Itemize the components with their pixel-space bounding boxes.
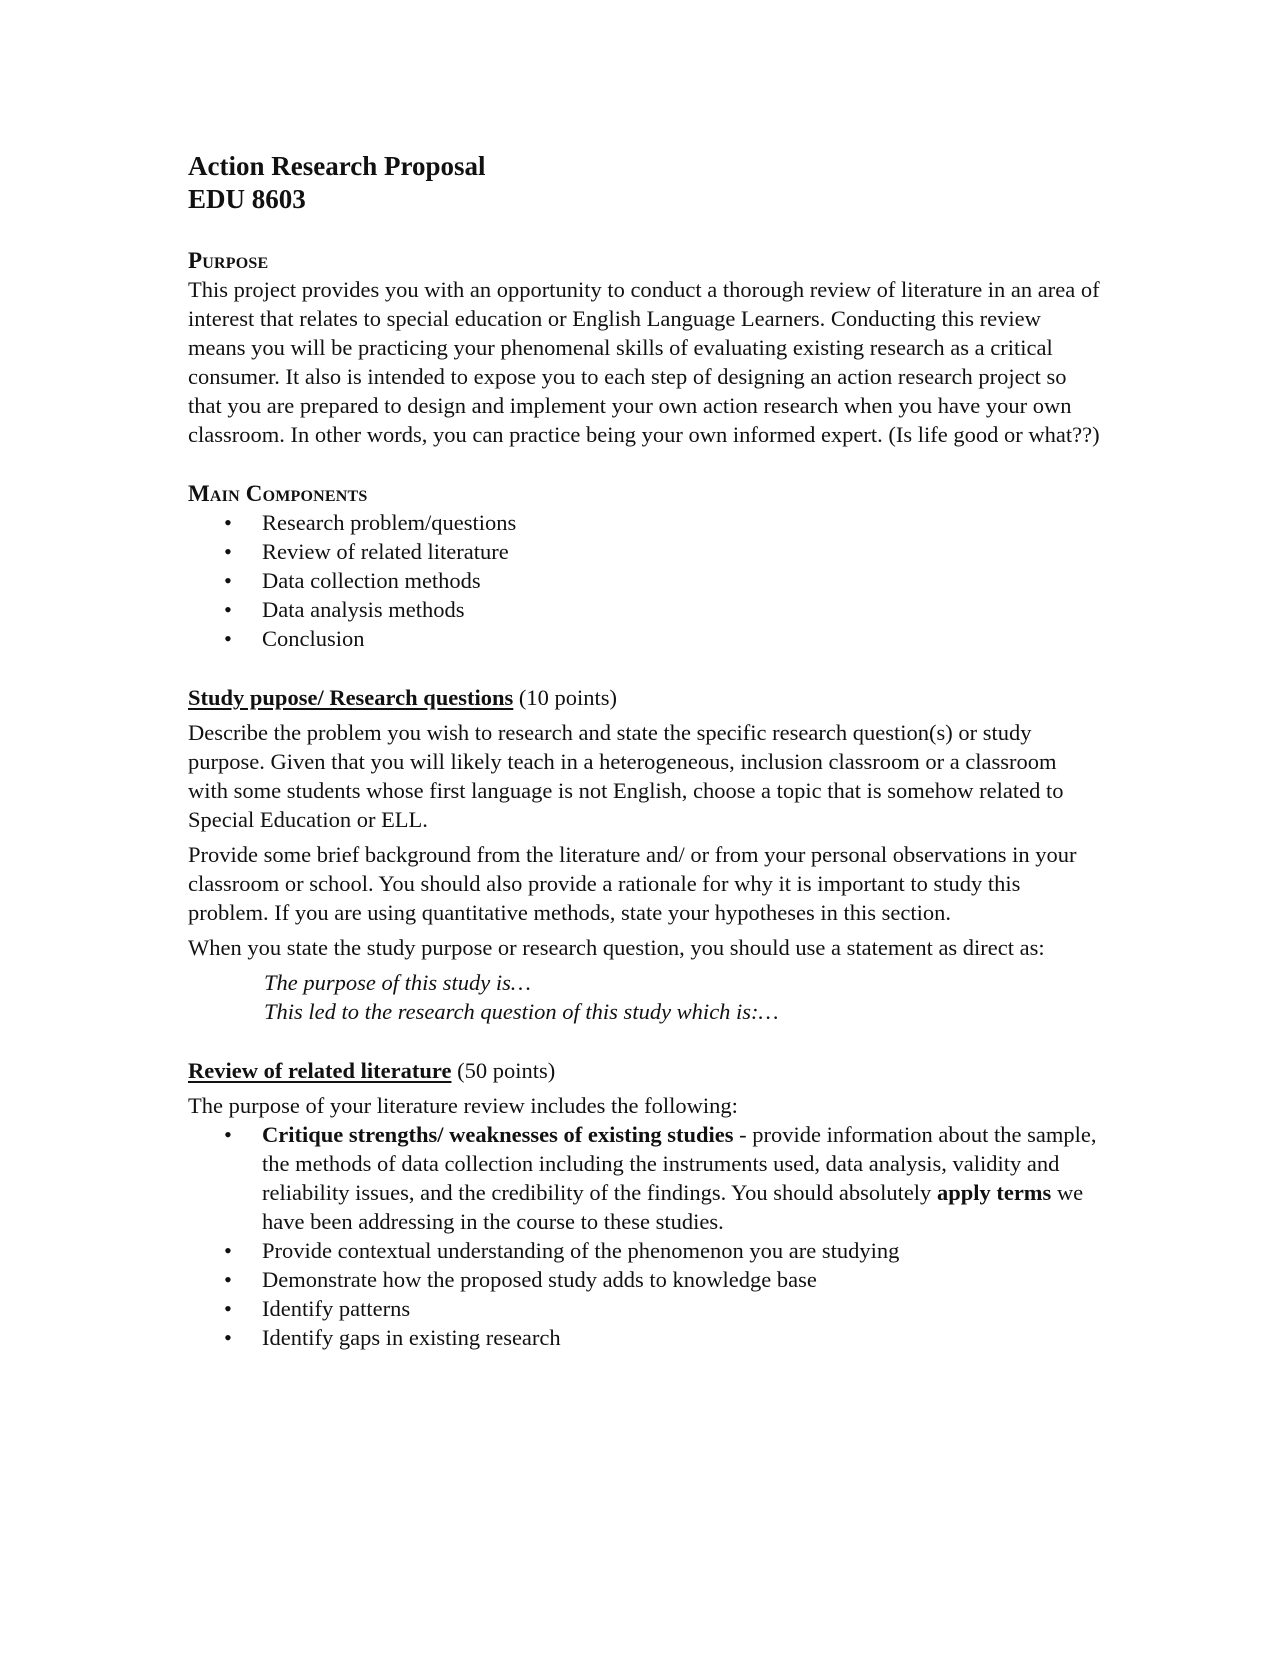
bullet-icon: • (224, 626, 232, 651)
study-purpose-paragraph-1: Describe the problem you wish to research and state the specific research question(s) or study purpose. Given that you will likely teach in a heterogeneous, inclusion classroom or a classroom with some students whose first language is not English, choose a topic that is somehow related to Special Education or ELL. (188, 720, 1064, 832)
literature-heading (188, 1056, 1100, 1085)
literature-points: (50 points) (457, 1058, 556, 1083)
list-item: • Conclusion (224, 626, 365, 651)
study-purpose-heading (188, 683, 1100, 712)
document-page (188, 150, 1100, 1352)
example-statement-2: This led to the research question of this study which is:… (264, 999, 779, 1024)
list-item: • Data analysis methods (224, 597, 465, 622)
components-list (188, 508, 1100, 653)
bullet-icon: • (224, 1325, 232, 1350)
study-purpose-heading-text: Study pupose/ Research questions (188, 685, 514, 710)
title-line-1: Action Research Proposal (188, 151, 486, 181)
list-item: • Review of related literature (224, 539, 509, 564)
literature-list (188, 1120, 1100, 1352)
apply-terms: apply terms (936, 1180, 1052, 1205)
bullet-icon: • (224, 1238, 232, 1263)
critique-lead: Critique strengths/ weaknesses of existing studies (262, 1122, 734, 1147)
study-purpose-paragraph-2: Provide some brief background from the literature and/ or from your personal observations in your classroom or school. You should also provide a rationale for why it is important to study this problem. If you are using quantitative methods, state your hypotheses in this section. (188, 842, 1077, 925)
study-purpose-points: (10 points) (518, 685, 618, 710)
purpose-heading: Purpose (188, 248, 269, 273)
list-item: • Demonstrate how the proposed study adds to knowledge base (224, 1267, 817, 1292)
bullet-icon: • (224, 1267, 232, 1292)
list-item: • Provide contextual understanding of the phenomenon you are studying (224, 1238, 900, 1263)
bullet-icon: • (224, 1296, 232, 1321)
document-title (188, 150, 1100, 216)
list-item: • Critique strengths/ weaknesses of existing studies - provide information about the sample, the methods of data collection including the instruments used, data analysis, validity and reliability issues, and the credibility of the findings. You should absolutely apply terms we have been addressing in the course to these studies. (224, 1122, 1097, 1234)
list-item: • Identify gaps in existing research (224, 1325, 561, 1350)
bullet-icon: • (224, 539, 232, 564)
study-purpose-paragraph-3: When you state the study purpose or research question, you should use a statement as direct as: (188, 935, 1045, 960)
bullet-icon: • (224, 568, 232, 593)
components-heading: Main Components (188, 481, 368, 506)
example-statements (188, 968, 1100, 1026)
title-line-2: EDU 8603 (188, 184, 306, 214)
literature-intro: The purpose of your literature review includes the following: (188, 1093, 738, 1118)
bullet-icon: • (224, 597, 232, 622)
example-statement-1: The purpose of this study is… (264, 970, 531, 995)
list-item: • Identify patterns (224, 1296, 411, 1321)
list-item: • Data collection methods (224, 568, 481, 593)
bullet-icon: • (224, 510, 232, 535)
list-item: • Research problem/questions (224, 510, 517, 535)
literature-heading-text: Review of related literature (188, 1058, 452, 1083)
purpose-paragraph: This project provides you with an opportunity to conduct a thorough review of literature in an area of interest that relates to special education or English Language Learners. Conducting this review means you will be practicing your phenomenal skills of evaluating existing research as a critical consumer. It also is intended to expose you to each step of designing an action research project so that you are prepared to design and implement your own action research when you have your own classroom. In other words, you can practice being your own informed expert. (Is life good or what??) (188, 277, 1100, 447)
bullet-icon: • (224, 1122, 232, 1147)
